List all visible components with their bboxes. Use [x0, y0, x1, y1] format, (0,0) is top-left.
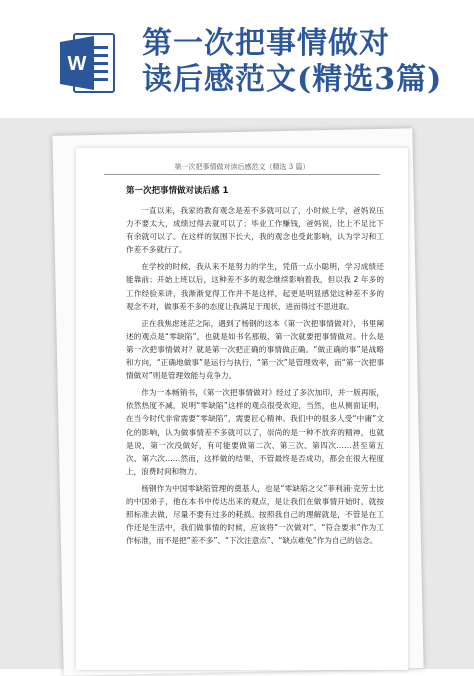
- document-page: [76, 148, 408, 670]
- paragraph-5: 杨钢作为中国零缺陷管理的奠基人，也是“零缺陷之父”菲利浦·克劳士比的中国弟子，他在本书中传达出来的观点，是让我们在做事情开始时，就按照标准去做，尽量不要有过多的耗损。按照我自己的理解就是，不管是在工作还是生活中，我们做事情的时候，应该将“一次做对”、“符合要求”作为工作标准，而不是把“差不多”、“下次注意点”、“缺点难免”作为自己的信念。: [126, 483, 384, 546]
- banner-header: [0, 0, 474, 118]
- title-line-2: 读后感范文(精选3篇): [142, 62, 443, 97]
- document-preview-area: [0, 118, 474, 669]
- title-line-1: 第一次把事情做对: [142, 26, 390, 61]
- section-heading: 第一次把事情做对读后感 1: [126, 186, 229, 196]
- paragraph-3: 正在我焦虑迷茫之际，遇到了杨钢的这本《第一次把事情做对》，书里阐述的观点是“零缺陷”，也就是如书名那般，第一次就要把事情做对。什么是第一次把事情做对？就是第一次把正确的事情做正确。“做正确的事”是战略和方向，“正确地做事”是运行与执行，“第一次”是管理效率，而“第一次把事情做对”则是管理效能与竞争力。: [126, 318, 384, 381]
- page-title: [142, 26, 472, 98]
- paragraph-4: 作为一本畅销书，《第一次把事情做对》经过了多次加印，并一版再版，依然热度不减，说明“零缺陷”这样的观点很受欢迎，当然，也从侧面证明，在当今时代非常需要“零缺陷”，需要匠心精神。我们中的很多人受“中庸”文化的影响，认为做事情差不多就可以了，崇尚的是一种不放弃的精神，也就是说，第一次没做好，有可能要做第二次、第三次、第四次……甚至第五次、第六次……然而，这样做的结果，不管最终是否成功，都会在很大程度上，浪费时间和物力。: [126, 388, 384, 476]
- word-document-icon: [60, 30, 116, 96]
- svg-text:W: W: [67, 53, 87, 75]
- paragraph-1: 一直以来，我家的教育观念是差不多就可以了，小时候上学，爸妈说压力不要太大，成绩过得去就可以了；毕业工作赚钱，爸妈说，比上不足比下有余就可以了。在这样的氛围下长大，我的观念也受此影响，认为学习和工作差不多就行了。: [126, 206, 384, 255]
- running-header: 第一次把事情做对读后感范文（精选 3 篇）: [174, 163, 310, 171]
- document-body: [126, 204, 384, 551]
- header-rule: [104, 174, 380, 175]
- paragraph-2: 在学校的时候，我从来不是努力的学生，凭借一点小聪明，学习成绩还能靠前；开始上班以后，这种差不多的观念继续影响着我，但以我 2 年多的工作经验来讲，我渐渐觉得工作并不是这样，起更是明显感觉这种差不多的观念不对，做事差不多的态度让我满足于现状，进而得过不思进取。: [126, 262, 384, 311]
